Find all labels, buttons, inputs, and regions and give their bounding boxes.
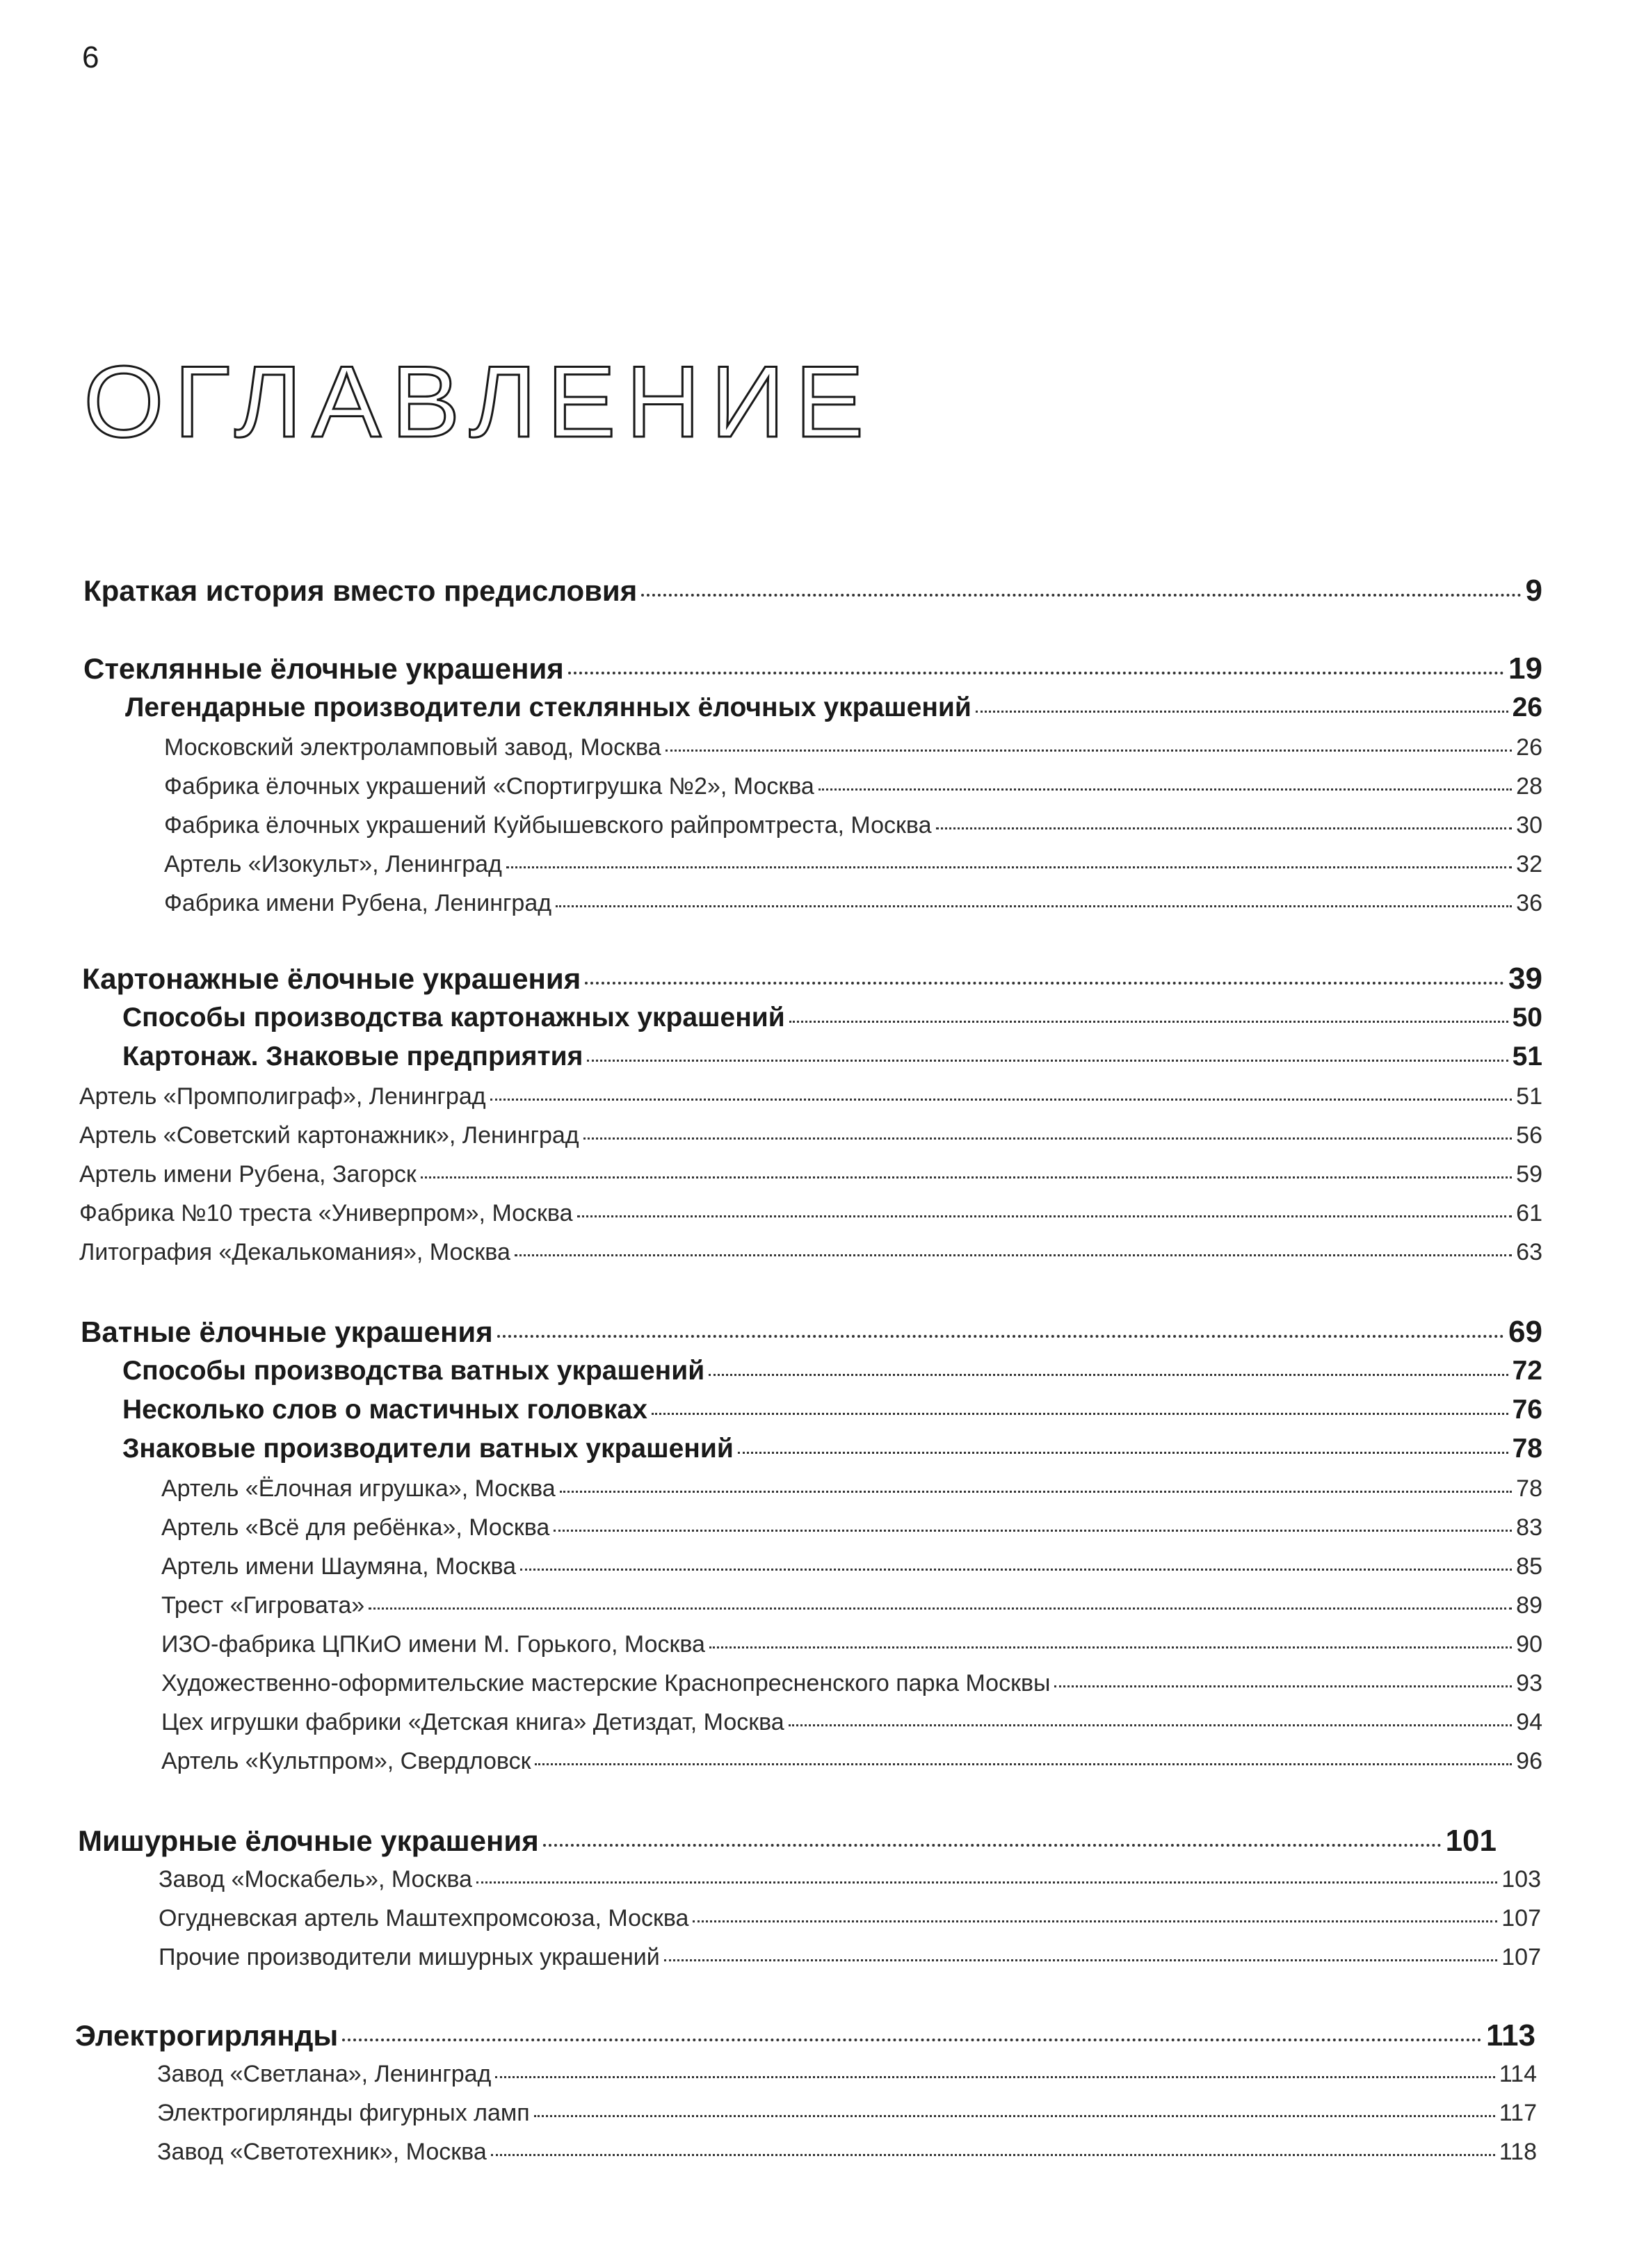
dot-leader (421, 1176, 1512, 1178)
page-number: 6 (82, 40, 100, 74)
toc-entry-page: 113 (1486, 2018, 1535, 2052)
toc-entry-page: 114 (1499, 2061, 1537, 2087)
toc-entry-page: 78 (1516, 1475, 1542, 1502)
toc-entry-page: 36 (1516, 890, 1542, 916)
toc-entry-label: Электрогирлянды фигурных ламп (157, 2100, 530, 2126)
toc-entry-label: Фабрика имени Рубена, Ленинград (164, 890, 552, 916)
toc-entry[interactable] (82, 964, 1542, 994)
toc-entry[interactable] (79, 1124, 1542, 1147)
dot-leader (789, 1724, 1512, 1726)
toc-entry-label: Артель «Советский картонажник», Ленинград (79, 1122, 579, 1149)
toc-entry-label: Артель имени Рубена, Загорск (79, 1161, 417, 1188)
toc-entry[interactable] (164, 775, 1542, 798)
dot-leader (560, 1491, 1513, 1493)
toc-entry[interactable] (161, 1671, 1542, 1695)
dot-leader (342, 2039, 1482, 2041)
toc-entry-page: 96 (1516, 1748, 1542, 1774)
toc-entry-page: 107 (1501, 1905, 1541, 1931)
dot-leader (476, 1881, 1497, 1884)
toc-entry[interactable] (83, 576, 1542, 606)
toc-entry-label: Способы производства картонажных украшений (122, 1003, 785, 1032)
toc-entry-page: 26 (1512, 692, 1542, 722)
toc-entry[interactable] (122, 1396, 1542, 1423)
dot-leader (520, 1569, 1512, 1571)
toc-entry-page: 85 (1516, 1553, 1542, 1580)
toc-entry-label: Способы производства ватных украшений (122, 1356, 705, 1386)
toc-entry-label: ИЗО-фабрика ЦПКиО имени М. Горького, Москва (161, 1631, 705, 1658)
dot-leader (554, 1530, 1512, 1532)
toc-entry[interactable] (161, 1633, 1542, 1656)
toc-entry-page: 63 (1516, 1239, 1542, 1265)
toc-entry[interactable] (122, 1357, 1542, 1384)
dot-leader (666, 750, 1513, 752)
dot-leader (543, 1844, 1442, 1847)
toc-entry-page: 101 (1445, 1824, 1497, 1858)
toc-entry[interactable] (164, 852, 1542, 876)
toc-entry-label: Фабрика ёлочных украшений «Спортигрушка №2», Москва (164, 773, 814, 800)
toc-entry-label: Прочие производители мишурных украшений (159, 1944, 660, 1970)
toc-entry[interactable] (79, 1085, 1542, 1108)
toc-entry-page: 72 (1512, 1356, 1542, 1386)
dot-leader (738, 1452, 1508, 1454)
toc-entry-page: 90 (1516, 1631, 1542, 1658)
toc-entry-label: Электрогирлянды (75, 2019, 339, 2052)
toc-entry-label: Несколько слов о мастичных головках (122, 1395, 647, 1425)
toc-entry[interactable] (159, 1868, 1541, 1891)
toc-entry-label: Артель «Изокульт», Ленинград (164, 851, 502, 877)
toc-entry-label: Краткая история вместо предисловия (83, 574, 638, 607)
toc-entry-label: Завод «Москабель», Москва (159, 1866, 472, 1893)
toc-entry-label: Артель «Культпром», Свердловск (161, 1748, 531, 1774)
toc-entry-page: 107 (1501, 1944, 1541, 1970)
toc-entry-label: Картонаж. Знаковые предприятия (122, 1042, 583, 1071)
toc-entry-label: Фабрика №10 треста «Универпром», Москва (79, 1200, 573, 1226)
toc-entry-label: Артель имени Шаумяна, Москва (161, 1553, 517, 1580)
toc-entry-label: Картонажные ёлочные украшения (82, 962, 581, 995)
toc-entry-page: 28 (1516, 773, 1542, 800)
toc-entry-label: Стеклянные ёлочные украшения (83, 652, 564, 685)
toc-entry[interactable] (122, 1435, 1542, 1462)
toc-entry[interactable] (164, 736, 1542, 759)
toc-entry-label: Цех игрушки фабрики «Детская книга» Детиздат, Москва (161, 1709, 784, 1735)
toc-entry[interactable] (157, 2140, 1537, 2164)
toc-entry-label: Огудневская артель Маштехпромсоюза, Москва (159, 1905, 689, 1931)
dot-leader (709, 1646, 1512, 1649)
toc-entry-label: Ватные ёлочные украшения (81, 1315, 493, 1348)
dot-leader (693, 1920, 1497, 1922)
toc-entry[interactable] (83, 651, 1542, 686)
toc-entry-page: 30 (1516, 812, 1542, 839)
toc-entry-page: 93 (1516, 1670, 1542, 1696)
dot-leader (535, 1763, 1512, 1765)
toc-entry-page: 89 (1516, 1592, 1542, 1619)
toc-entry[interactable] (164, 891, 1542, 915)
toc-entry[interactable] (81, 1317, 1542, 1347)
toc-entry-label: Мишурные ёлочные украшения (78, 1824, 539, 1857)
toc-entry-page: 59 (1516, 1161, 1542, 1188)
toc-entry-page: 103 (1501, 1866, 1541, 1893)
dot-leader (641, 594, 1521, 597)
dot-leader (818, 788, 1512, 791)
toc-entry-page: 51 (1512, 1042, 1542, 1071)
toc-entry[interactable] (157, 2101, 1537, 2125)
dot-leader (585, 982, 1504, 985)
toc-entry-label: Артель «Ёлочная игрушка», Москва (161, 1475, 556, 1502)
toc-entry-label: Трест «Гигровата» (161, 1592, 365, 1619)
toc-entry-page: 26 (1516, 734, 1542, 761)
dot-leader (583, 1137, 1513, 1140)
dot-leader (976, 711, 1508, 713)
dot-leader (587, 1060, 1508, 1062)
toc-entry-page: 69 (1508, 1315, 1542, 1349)
toc-entry-label: Московский электроламповый завод, Москва (164, 734, 661, 761)
dot-leader (491, 2154, 1495, 2156)
page-title: ОГЛАВЛЕНИЕ (83, 345, 874, 458)
toc-entry[interactable] (161, 1555, 1542, 1578)
toc-entry-label: Завод «Светлана», Ленинград (157, 2061, 492, 2087)
toc-entry[interactable] (79, 1163, 1542, 1186)
dot-leader (556, 905, 1512, 907)
toc-entry-label: Фабрика ёлочных украшений Куйбышевского райпромтреста, Москва (164, 812, 932, 839)
dot-leader (534, 2115, 1495, 2117)
toc-entry-page: 9 (1525, 574, 1542, 608)
toc-entry-page: 83 (1516, 1514, 1542, 1541)
toc-entry-page: 117 (1499, 2100, 1537, 2126)
toc-entry[interactable] (164, 813, 1542, 837)
dot-leader (577, 1215, 1513, 1217)
dot-leader (495, 2076, 1494, 2078)
toc-entry-page: 39 (1508, 962, 1542, 996)
toc-entry[interactable] (161, 1594, 1542, 1617)
toc-entry-page: 32 (1516, 851, 1542, 877)
dot-leader (506, 866, 1512, 868)
toc-entry-label: Завод «Светотехник», Москва (157, 2139, 487, 2165)
dot-leader (664, 1959, 1497, 1961)
toc-entry[interactable] (159, 1906, 1541, 1930)
toc-entry-page: 94 (1516, 1709, 1542, 1735)
toc-entry[interactable] (79, 1240, 1542, 1264)
dot-leader (515, 1254, 1512, 1256)
dot-leader (652, 1413, 1508, 1415)
toc-entry-label: Литография «Декалькомания», Москва (79, 1239, 510, 1265)
dot-leader (709, 1374, 1508, 1376)
toc-entry-page: 56 (1516, 1122, 1542, 1149)
toc-entry[interactable] (125, 694, 1542, 721)
toc-entry[interactable] (161, 1477, 1542, 1500)
toc-entry-page: 61 (1516, 1200, 1542, 1226)
dot-leader (369, 1607, 1512, 1610)
toc-entry-page: 118 (1499, 2139, 1537, 2165)
toc-entry-label: Артель «Промполиграф», Ленинград (79, 1083, 486, 1110)
toc-entry-page: 50 (1512, 1003, 1542, 1032)
dot-leader (568, 672, 1504, 674)
toc-entry[interactable] (161, 1516, 1542, 1539)
toc-entry[interactable] (122, 1043, 1542, 1070)
dot-leader (497, 1335, 1504, 1338)
toc-entry-page: 78 (1512, 1434, 1542, 1464)
toc-entry-label: Художественно-оформительские мастерские Краснопресненского парка Москвы (161, 1670, 1051, 1696)
toc-entry[interactable] (159, 1945, 1541, 1969)
toc-entry-label: Артель «Всё для ребёнка», Москва (161, 1514, 550, 1541)
toc-entry[interactable] (161, 1710, 1542, 1734)
toc-entry-label: Легендарные производители стеклянных ёлочных украшений (125, 692, 971, 722)
dot-leader (789, 1021, 1508, 1023)
toc-entry[interactable] (75, 2020, 1535, 2051)
toc-entry-page: 76 (1512, 1395, 1542, 1425)
toc-entry-label: Знаковые производители ватных украшений (122, 1434, 734, 1464)
dot-leader (490, 1099, 1513, 1101)
dot-leader (1054, 1685, 1512, 1687)
toc-entry[interactable] (79, 1201, 1542, 1225)
toc-entry[interactable] (78, 1826, 1497, 1856)
toc-entry[interactable] (157, 2062, 1537, 2086)
dot-leader (936, 827, 1513, 829)
toc-entry[interactable] (122, 1004, 1542, 1031)
toc-entry-page: 51 (1516, 1083, 1542, 1110)
toc-entry[interactable] (161, 1749, 1542, 1773)
toc-entry-page: 19 (1508, 651, 1542, 686)
